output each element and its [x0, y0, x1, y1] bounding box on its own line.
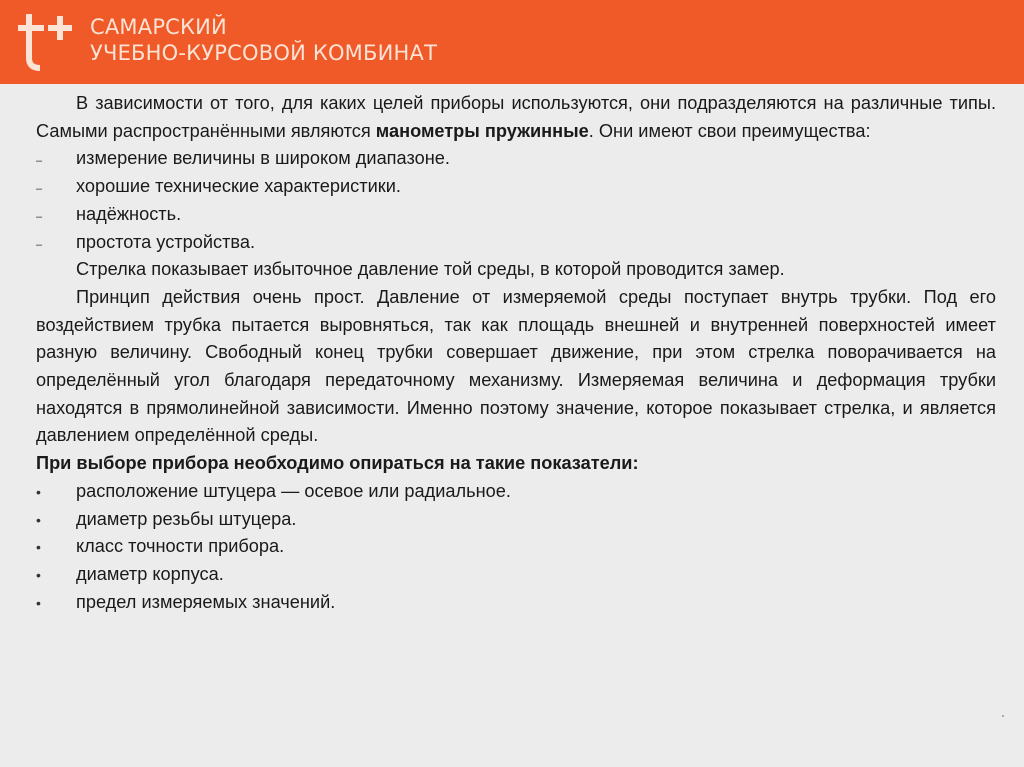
brand-name — [90, 14, 437, 66]
list-item — [36, 589, 996, 617]
bullet-marker: • — [36, 511, 41, 528]
dash-marker: – — [36, 238, 43, 251]
criterion-text: диаметр резьбы штуцера. — [76, 508, 297, 529]
intro-text: В зависимости от того, для каких целей приборы используются, они подразделяются на различные типы. Самыми распространёнными являются — [36, 93, 996, 141]
list-item — [36, 478, 996, 506]
criterion-text: предел измеряемых значений. — [76, 591, 336, 612]
criterion-text: диаметр корпуса. — [76, 563, 224, 584]
dash-marker: – — [36, 155, 43, 168]
advantage-text: хорошие технические характеристики. — [76, 176, 401, 197]
advantage-text: простота устройства. — [76, 231, 256, 252]
list-item — [36, 201, 996, 229]
bullet-marker: • — [36, 566, 41, 583]
list-item — [36, 561, 996, 589]
dash-marker: – — [36, 183, 43, 196]
list-item — [36, 533, 996, 561]
bullet-marker: • — [36, 594, 41, 611]
advantage-text: измерение величины в широком диапазоне. — [76, 148, 450, 169]
brand-line-2: УЧЕБНО-КУРСОВОЙ КОМБИНАТ — [90, 41, 438, 65]
slide-content — [36, 90, 996, 616]
list-item — [36, 506, 996, 534]
bullet-marker: • — [36, 483, 41, 500]
intro-paragraph — [36, 90, 996, 145]
list-item — [36, 173, 996, 201]
criteria-list — [36, 478, 996, 617]
advantages-list — [36, 145, 996, 256]
list-item — [36, 145, 996, 173]
selection-heading: При выборе прибора необходимо опираться на такие показатели: — [36, 453, 639, 474]
corner-dot — [1002, 715, 1004, 717]
brand-line-1: САМАРСКИЙ — [90, 15, 227, 39]
criterion-text: расположение штуцера — осевое или радиальное. — [76, 480, 511, 501]
principle-paragraph: Принцип действия очень прост. Давление от измеряемой среды поступает внутрь трубки. Под его воздействием трубка пытается выровняться, так как площадь внешней и внутренней поверхностей имеет разную величину. Свободный конец трубки совершает движение, при этом стрелка поворачивается на определённый угол благодаря передаточному механизму. Измеряемая величина и деформация трубки находятся в прямолинейной зависимости. Именно поэтому значение, которое показывает стрелка, и является давлением определённой среды. — [36, 286, 996, 446]
arrow-paragraph: Стрелка показывает избыточное давление той среды, в которой проводится замер. — [76, 259, 785, 280]
intro-end: . Они имеют свои преимущества: — [588, 120, 871, 141]
criterion-text: класс точности прибора. — [76, 536, 285, 557]
advantage-text: надёжность. — [76, 203, 182, 224]
dash-marker: – — [36, 210, 43, 223]
header-bar — [0, 0, 1024, 84]
intro-bold-term: манометры пружинные — [375, 120, 589, 141]
bullet-marker: • — [36, 539, 41, 556]
list-item — [36, 229, 996, 257]
tt-plus-logo-icon — [14, 10, 76, 74]
